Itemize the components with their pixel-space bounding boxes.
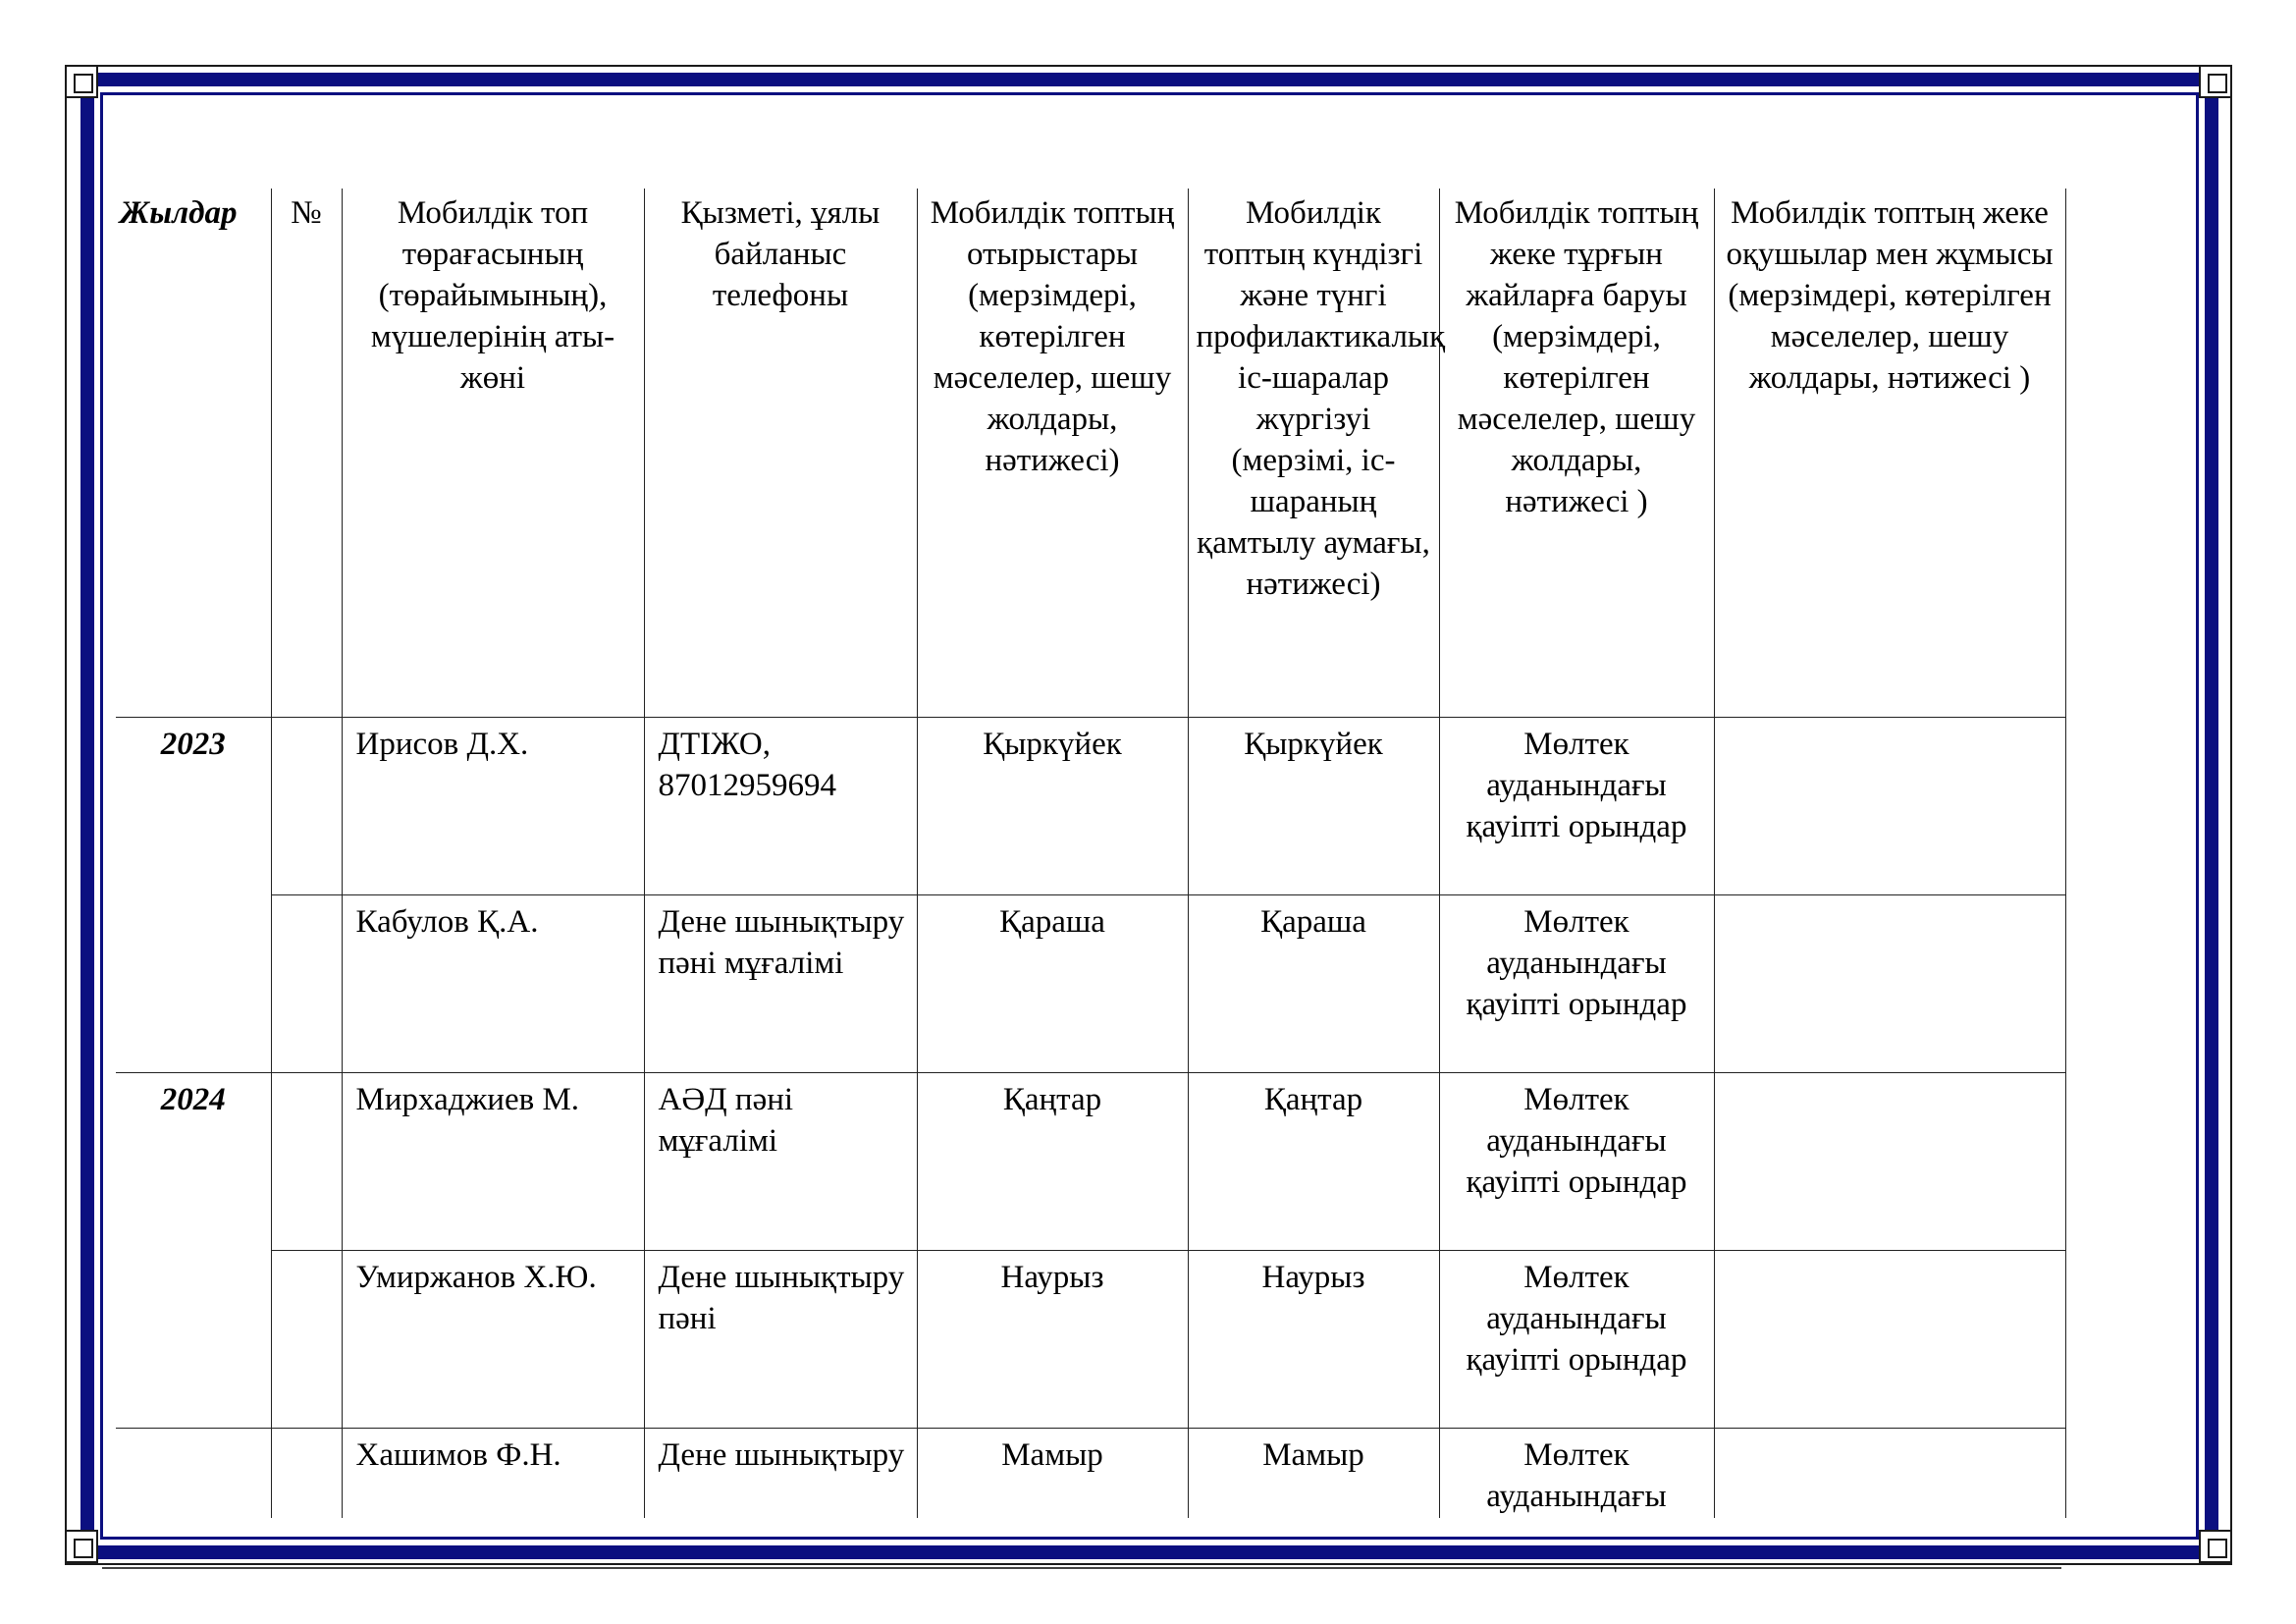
prevention-cell: Мамыр — [1188, 1429, 1439, 1519]
position-cell: Дене шынықтыру пәні мұғалімі — [644, 895, 917, 1073]
position-cell: Дене шынықтыру пәні — [644, 1251, 917, 1429]
meetings-cell: Қаңтар — [917, 1073, 1188, 1251]
home-visits-cell: Мөлтек ауданындағы қауіпті орындар — [1439, 1251, 1714, 1429]
header-home-visits: Мобилдік топтың жеке тұрғын жайларға баруы (мерзімдері, көтерілген мәселелер, шешу жолдары, нәтижесі ) — [1439, 189, 1714, 718]
prevention-cell: Қыркүйек — [1188, 718, 1439, 895]
prevention-cell: Наурыз — [1188, 1251, 1439, 1429]
number-cell — [271, 1429, 342, 1519]
table-row — [116, 1073, 2065, 1251]
home-visits-cell: Мөлтек ауданындағы қауіпті орындар — [1439, 1073, 1714, 1251]
number-cell — [271, 895, 342, 1073]
home-visits-cell: Мөлтек ауданындағы қауіпті орындар — [1439, 718, 1714, 895]
bottom-rule — [102, 1567, 2061, 1569]
year-cell — [116, 895, 271, 1073]
year-cell: 2023 — [116, 718, 271, 895]
frame-corner-top-right — [2199, 65, 2232, 98]
home-visits-cell: Мөлтек ауданындағы қауіпті орындар — [1439, 895, 1714, 1073]
meetings-cell: Қыркүйек — [917, 718, 1188, 895]
member-name-cell: Кабулов Қ.А. — [342, 895, 644, 1073]
frame-corner-top-left — [65, 65, 98, 98]
meetings-cell: Мамыр — [917, 1429, 1188, 1519]
prevention-cell: Қаңтар — [1188, 1073, 1439, 1251]
table-row — [116, 1251, 2065, 1429]
position-cell: ДТІЖО, 87012959694 — [644, 718, 917, 895]
table-row — [116, 1429, 2065, 1519]
year-cell — [116, 1429, 271, 1519]
frame-corner-bottom-right — [2199, 1530, 2232, 1563]
year-cell — [116, 1251, 271, 1429]
header-years: Жылдар — [116, 189, 271, 718]
header-position-phone: Қызметі, ұялы байланыс телефоны — [644, 189, 917, 718]
header-number: № — [271, 189, 342, 718]
position-cell: АӘД пәні мұғалімі — [644, 1073, 917, 1251]
header-prevention: Мобилдік топтың күндізгі және түнгі профилактикалық іс-шаралар жүргізуі (мерзімі, іс-шараның қамтылу аумағы, нәтижесі) — [1188, 189, 1439, 718]
header-row — [116, 189, 2065, 718]
meetings-cell: Наурыз — [917, 1251, 1188, 1429]
table-row — [116, 895, 2065, 1073]
member-name-cell: Ирисов Д.Х. — [342, 718, 644, 895]
member-name-cell: Хашимов Ф.Н. — [342, 1429, 644, 1519]
student-work-cell — [1714, 1251, 2065, 1429]
member-name-cell: Мирхаджиев М. — [342, 1073, 644, 1251]
year-cell: 2024 — [116, 1073, 271, 1251]
student-work-cell — [1714, 1073, 2065, 1251]
student-work-cell — [1714, 718, 2065, 895]
number-cell — [271, 718, 342, 895]
home-visits-cell: Мөлтек ауданындағы — [1439, 1429, 1714, 1519]
header-student-work: Мобилдік топтың жеке оқушылар мен жұмысы (мерзімдері, көтерілген мәселелер, шешу жолдары, нәтижесі ) — [1714, 189, 2065, 718]
mobile-group-table — [116, 189, 2066, 1518]
position-cell: Дене шынықтыру — [644, 1429, 917, 1519]
number-cell — [271, 1251, 342, 1429]
table-row — [116, 718, 2065, 895]
student-work-cell — [1714, 895, 2065, 1073]
student-work-cell — [1714, 1429, 2065, 1519]
number-cell — [271, 1073, 342, 1251]
header-meetings: Мобилдік топтың отырыстары (мерзімдері, көтерілген мәселелер, шешу жолдары, нәтижесі) — [917, 189, 1188, 718]
prevention-cell: Қараша — [1188, 895, 1439, 1073]
meetings-cell: Қараша — [917, 895, 1188, 1073]
member-name-cell: Умиржанов Х.Ю. — [342, 1251, 644, 1429]
header-member-names: Мобилдік топ төрағасының (төрайымының), мүшелерінің аты-жөні — [342, 189, 644, 718]
frame-corner-bottom-left — [65, 1530, 98, 1563]
mobile-group-table-container — [116, 189, 2069, 1518]
